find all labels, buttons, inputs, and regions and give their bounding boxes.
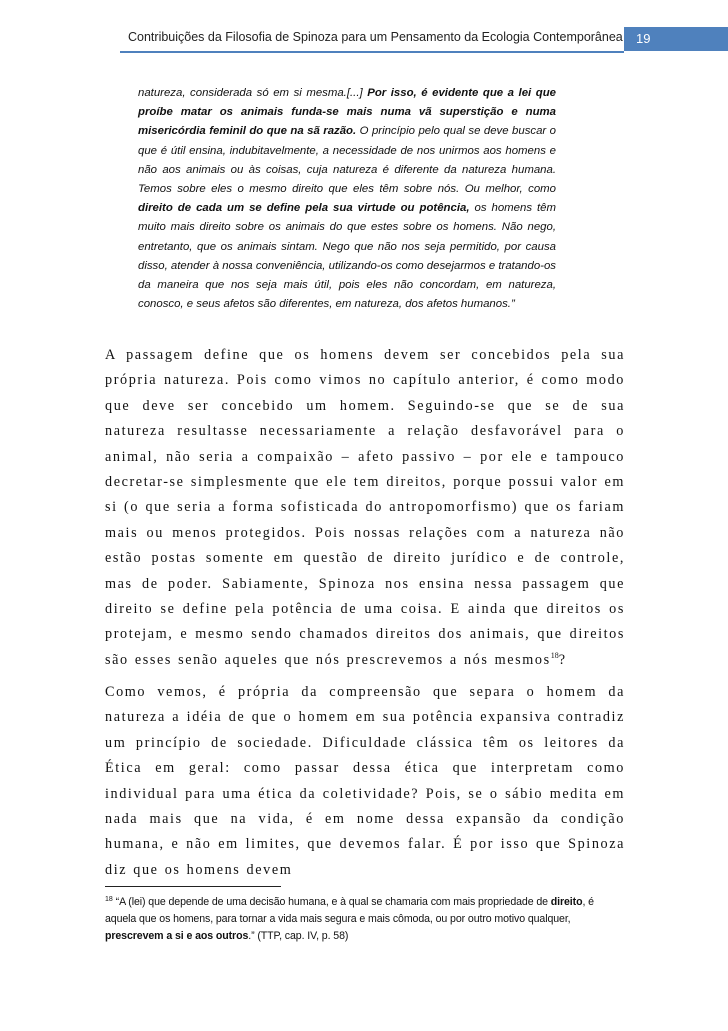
footnote-ref-18[interactable]: 18 bbox=[550, 650, 559, 660]
quote-text-1: natureza, considerada só em si mesma.[...] bbox=[138, 87, 368, 99]
footnote-text-3: .” (TTP, cap. IV, p. 58) bbox=[248, 930, 349, 942]
quote-bold-1: Por isso, é evidente que a lei que proíbe matar os animais funda-se mais numa vã superstição e numa misericórdia feminil do que na sã razão. bbox=[138, 87, 556, 138]
paragraph-1-end: ? bbox=[558, 651, 567, 668]
footnote-bold-1: direito bbox=[550, 896, 583, 908]
quote-bold-2: direito de cada um se define pela sua virtude ou potência, bbox=[138, 202, 470, 215]
body-paragraph-2: Como vemos, é própria da compreensão que separa o homem da natureza a idéia de que o homem em sua potência expansiva contradiz um princípio de sociedade. Dificuldade clássica têm os leitores da Ética em geral: como passar dessa ética que interpretam como individual para uma ética da coletividade? Pois, se o sábio medita em nada mais que na vida, é em nome dessa expansão da condição humana, e não em limites, que devemos falar. É por isso que Spinoza diz que os homens devem bbox=[105, 684, 625, 878]
footnote-text-1: “A (lei) que depende de uma decisão humana, e à qual se chamaria com mais propriedade de bbox=[112, 896, 551, 908]
quote-text-3: os homens têm muito mais direito sobre os animais do que estes sobre os homens. Não nego, entretanto, que os animais sintam. Nego que não nos seja permitido, por causa disso, atender à nossa conveniência, utilizando-os como desejarmos e tratando-os da maneira que nos seja mais útil, pois eles não concordam, em natureza, conosco, e seus afetos são diferentes, em natureza, dos afetos humanos.” bbox=[138, 202, 556, 311]
running-header-title: Contribuições da Filosofia de Spinoza para um Pensamento da Ecologia Contemporânea bbox=[128, 30, 623, 44]
footnote-text-2: , é aquela que os homens, para tornar a vida mais segura e mais cômoda, ou por outro motivo qualquer, bbox=[105, 896, 594, 925]
footnote-18 bbox=[105, 894, 625, 945]
header-rule bbox=[120, 51, 624, 53]
block-quote bbox=[138, 84, 556, 314]
footnote-bold-2: prescrevem a si e aos outros bbox=[105, 930, 249, 942]
footnote-number: 18 bbox=[105, 896, 113, 903]
body-paragraph-1 bbox=[105, 343, 625, 673]
quote-text-2: O princípio pelo qual se deve buscar o que é útil ensina, indubitavelmente, a necessidade de nos unirmos aos homens e não aos animais ou às coisas, cuja natureza é diferente da natureza humana. Temos sobre eles o mesmo direito que eles têm sobre nós. Ou melhor, como bbox=[138, 125, 556, 196]
page-number: 19 bbox=[624, 27, 728, 51]
footnote-separator bbox=[105, 886, 281, 887]
paragraph-1-text: A passagem define que os homens devem ser concebidos pela sua própria natureza. Pois como vimos no capítulo anterior, é como modo que deve ser concebido um homem. Seguindo-se que se de sua natureza resultasse necessariamente a relação desfavorável para o animal, não seria a compaixão – afeto passivo – por ele e tampouco decretar-se simplesmente que ele tem direitos, porque possui valor em si (o que seria a forma sofisticada do antropomorfismo) que os fariam mais ou menos protegidos. Pois nossas relações com a natureza não estão postas somente em questão de direito jurídico e de controle, mas de poder. Sabiamente, Spinoza nos ensina nessa passagem que direito se define pela potência de uma coisa. E ainda que direitos os protejam, e mesmo sendo chamados direitos dos animais, que direitos são esses senão aqueles que nós prescrevemos a nós mesmos bbox=[105, 347, 625, 668]
